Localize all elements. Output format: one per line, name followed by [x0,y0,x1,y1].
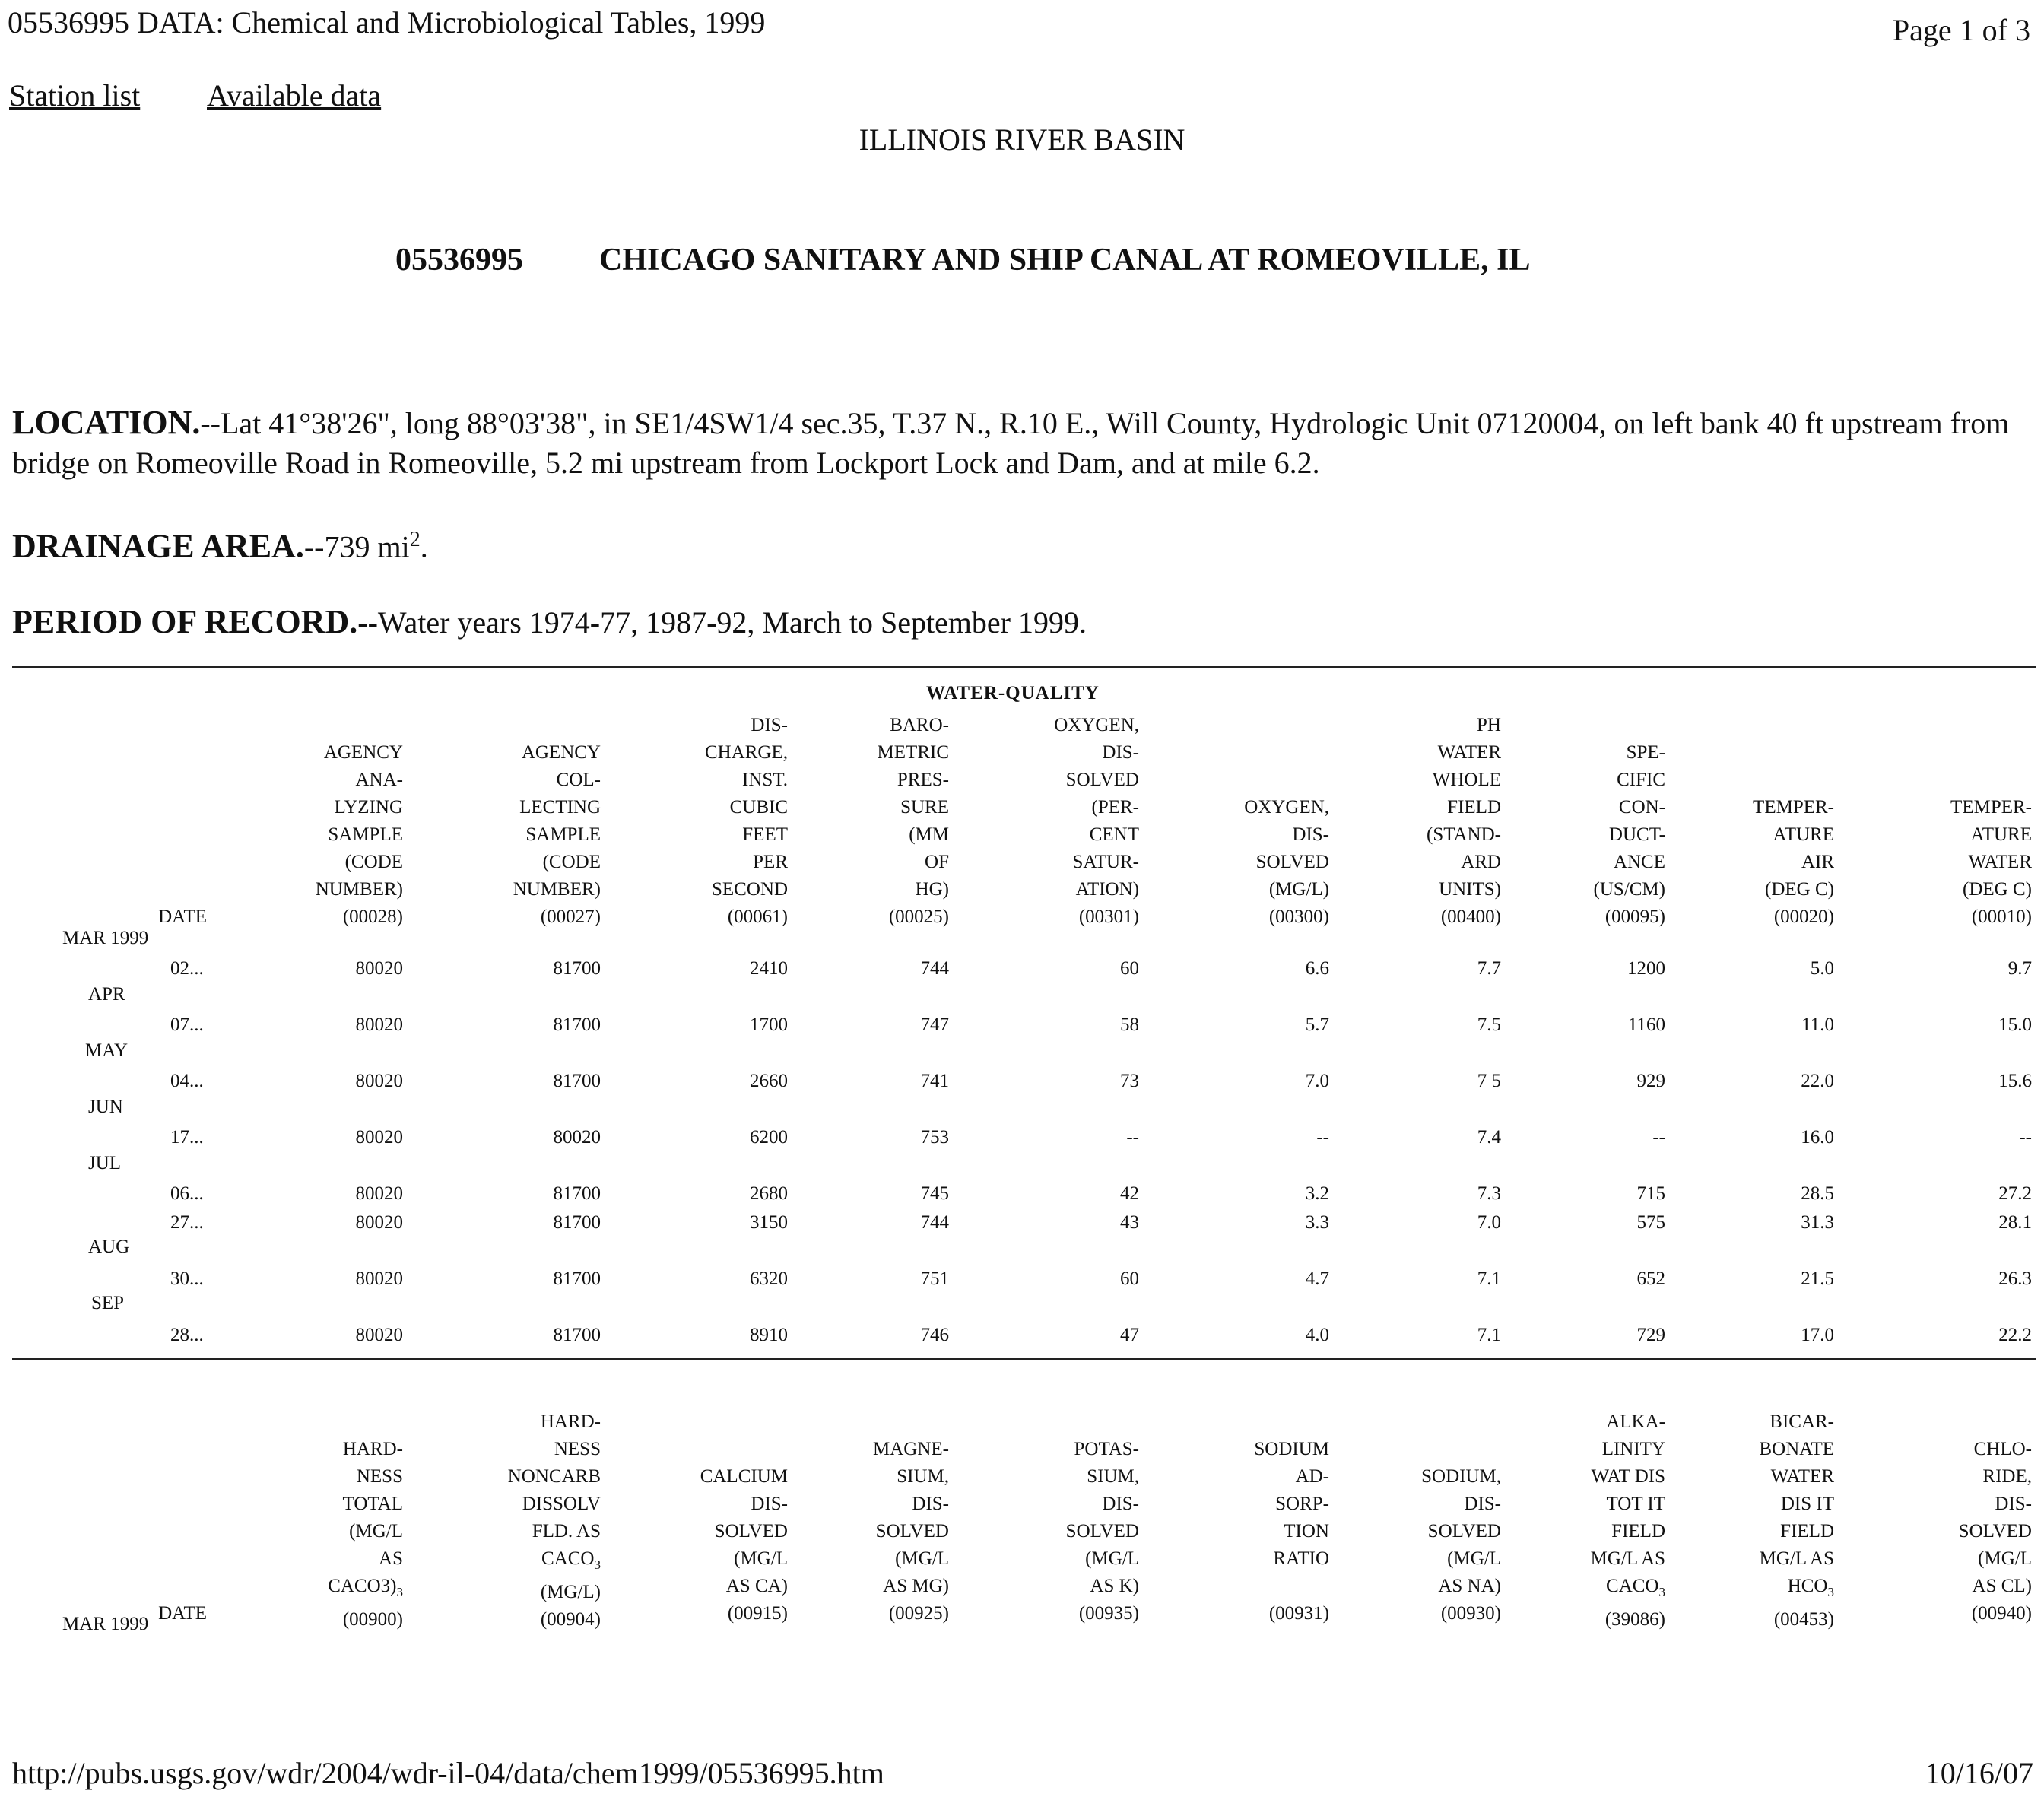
table-cell: 80020 [355,1127,403,1148]
table-cell: 7.0 [1305,1071,1329,1091]
available-data-link[interactable]: Available data [207,78,382,113]
month-label: JUL [88,1153,122,1173]
table-cell: 747 [920,1014,949,1035]
table-cell: 28.1 [1998,1212,2032,1233]
table-cell: 6320 [750,1268,788,1289]
table2-col-header-9: BICAR- BONATE WATER DIS IT FIELD MG/L AS $HCO_3$ (00453) [1759,1411,1834,1630]
table1-col-header-6: OXYGEN, DIS- SOLVED (MG/L) (00300) [1244,797,1329,927]
table-cell: -- [1126,1127,1139,1148]
table1-col-header-0: DATE [158,906,207,927]
row-day: 07... [170,1014,204,1035]
month-label: MAR 1999 [62,928,149,948]
table-cell: 22.0 [1801,1071,1834,1091]
table-cell: 80020 [355,1014,403,1035]
location-paragraph [12,403,2035,483]
table-cell: -- [1316,1127,1329,1148]
table-cell: 741 [920,1071,949,1091]
drainage-paragraph [12,520,2035,567]
station-list-link[interactable]: Station list [9,78,141,113]
table-top-rule [12,666,2036,668]
table-cell: 80020 [355,1212,403,1233]
table1-col-header-5: OXYGEN, DIS- SOLVED (PER- CENT SATUR- ATION) (00301) [1054,715,1139,927]
table-cell: 7.3 [1477,1183,1501,1204]
table-cell: 753 [920,1127,949,1148]
table2-col-header-3: CALCIUM DIS- SOLVED (MG/L AS CA) (00915) [700,1466,788,1624]
table-cell: 58 [1120,1014,1139,1035]
table-cell: -- [1652,1127,1665,1148]
table-cell: 26.3 [1998,1268,2032,1289]
table1-col-header-2: AGENCY COL- LECTING SAMPLE (CODE NUMBER) (00027) [513,742,601,927]
table-cell: 7.4 [1477,1127,1501,1148]
basin-title: ILLINOIS RIVER BASIN [859,122,1185,157]
table-cell: -- [2019,1127,2032,1148]
table-cell: 2660 [750,1071,788,1091]
table-cell: 744 [920,1212,949,1233]
table-cell: 22.2 [1998,1325,2032,1345]
location-label: LOCATION. [12,404,201,441]
table-cell: 929 [1636,1071,1665,1091]
table2-month-label: MAR 1999 [62,1614,149,1634]
table-cell: 60 [1120,958,1139,979]
table-cell: 3.3 [1305,1212,1329,1233]
month-label: SEP [91,1293,125,1313]
table-cell: 745 [920,1183,949,1204]
table-cell: 751 [920,1268,949,1289]
table-cell: 21.5 [1801,1268,1834,1289]
row-day: 17... [170,1127,204,1148]
table-cell: 1200 [1627,958,1665,979]
table-mid-rule [12,1358,2036,1360]
table-cell: 8910 [750,1325,788,1345]
location-text: --Lat 41°38'26", long 88°03'38", in SE1/4SW1/4 sec.35, T.37 N., R.10 E., Will County, Hydrologic Unit 07120004, on left bank 40 ft upstream from bridge on Romeoville Road in Romeoville, 5.2 mi upstream from Lockport Lock and Dam, and at mile 6.2. [12,406,2010,480]
table-cell: 80020 [553,1127,601,1148]
table-cell: 80020 [355,1268,403,1289]
month-label: AUG [88,1237,130,1257]
row-day: 28... [170,1325,204,1345]
footer-date: 10/16/07 [1925,1756,2033,1790]
table-cell: 11.0 [1801,1014,1834,1035]
table-cell: 81700 [553,1071,601,1091]
drainage-end: . [420,529,428,564]
row-day: 27... [170,1212,204,1233]
table-cell: 3.2 [1305,1183,1329,1204]
station-id: 05536995 [395,243,523,278]
table-cell: 715 [1636,1183,1665,1204]
table2-col-header-10: CHLO- RIDE, DIS- SOLVED (MG/L AS CL) (00940) [1958,1439,2032,1624]
table-cell: 16.0 [1801,1127,1834,1148]
table1-col-header-8: SPE- CIFIC CON- DUCT- ANCE (US/CM) (00095) [1593,742,1665,927]
table-cell: 7 5 [1477,1071,1501,1091]
table-cell: 1160 [1627,1014,1665,1035]
table-cell: 7.5 [1477,1014,1501,1035]
table-cell: 60 [1120,1268,1139,1289]
table-cell: 73 [1120,1071,1139,1091]
table1-col-header-3: DIS- CHARGE, INST. CUBIC FEET PER SECOND (00061) [704,715,788,927]
period-paragraph [12,602,2035,643]
page-number: Page 1 of 3 [1892,13,2030,47]
table-cell: 81700 [553,1014,601,1035]
table-cell: 31.3 [1801,1212,1834,1233]
drainage-text: --739 mi [303,529,410,564]
table2-col-header-8: ALKA- LINITY WAT DIS TOT IT FIELD MG/L AS $CACO_3$ (39086) [1590,1411,1665,1630]
table-cell: 80020 [355,958,403,979]
table-cell: 81700 [553,1268,601,1289]
table2-col-header-1: HARD- NESS TOTAL (MG/L AS $CACO3)_3$ (00900) [328,1439,403,1630]
row-day: 06... [170,1183,204,1204]
table-cell: 729 [1636,1325,1665,1345]
table-cell: 81700 [553,958,601,979]
table-cell: 81700 [553,1212,601,1233]
table2-col-header-5: POTAS- SIUM, DIS- SOLVED (MG/L AS K) (00935) [1065,1439,1139,1624]
table-cell: 6200 [750,1127,788,1148]
table-cell: 3150 [750,1212,788,1233]
table-cell: 7.0 [1477,1212,1501,1233]
table-cell: 81700 [553,1325,601,1345]
drainage-label: DRAINAGE AREA. [12,527,304,565]
station-name: CHICAGO SANITARY AND SHIP CANAL AT ROMEOVILLE, IL [599,243,1531,278]
table-cell: 80020 [355,1071,403,1091]
footer-url: http://pubs.usgs.gov/wdr/2004/wdr-il-04/data/chem1999/05536995.htm [12,1756,884,1790]
table2-col-header-7: SODIUM, DIS- SOLVED (MG/L AS NA) (00930) [1421,1466,1501,1624]
table-cell: 2410 [750,958,788,979]
table-cell: 15.0 [1998,1014,2032,1035]
table1-col-header-1: AGENCY ANA- LYZING SAMPLE (CODE NUMBER) (00028) [315,742,403,927]
table-cell: 744 [920,958,949,979]
table1-col-header-10: TEMPER- ATURE WATER (DEG C) (00010) [1950,797,2032,927]
table-cell: 5.0 [1810,958,1834,979]
table-cell: 17.0 [1801,1325,1834,1345]
row-day: 02... [170,958,204,979]
table-cell: 1700 [750,1014,788,1035]
table-cell: 42 [1120,1183,1139,1204]
table-cell: 43 [1120,1212,1139,1233]
table-cell: 4.7 [1305,1268,1329,1289]
table-cell: 9.7 [2008,958,2032,979]
table1-col-header-4: BARO- METRIC PRES- SURE (MM OF HG) (00025) [877,715,949,927]
period-text: --Water years 1974-77, 1987-92, March to September 1999. [357,605,1087,640]
row-day: 30... [170,1268,204,1289]
table-cell: 28.5 [1801,1183,1834,1204]
table-cell: 80020 [355,1183,403,1204]
table-cell: 5.7 [1305,1014,1329,1035]
month-label: APR [88,984,125,1005]
drainage-sup: 2 [409,528,421,551]
table-cell: 80020 [355,1325,403,1345]
table-cell: 7.1 [1477,1268,1501,1289]
table1-col-header-9: TEMPER- ATURE AIR (DEG C) (00020) [1753,797,1834,927]
water-quality-banner: WATER-QUALITY [926,683,1100,703]
table2-col-header-6: SODIUM AD- SORP- TION RATIO (00931) [1254,1439,1329,1624]
table-cell: 47 [1120,1325,1139,1345]
table-cell: 4.0 [1305,1325,1329,1345]
table-cell: 652 [1636,1268,1665,1289]
row-day: 04... [170,1071,204,1091]
period-label: PERIOD OF RECORD. [12,603,358,640]
table2-col-header-4: MAGNE- SIUM, DIS- SOLVED (MG/L AS MG) (00925) [873,1439,949,1624]
table1-col-header-7: PH WATER WHOLE FIELD (STAND- ARD UNITS) (00400) [1427,715,1501,927]
table-cell: 2680 [750,1183,788,1204]
table2-col-header-2: HARD- NESS NONCARB DISSOLV FLD. AS $CACO_3$ (MG/L) (00904) [507,1411,601,1630]
month-label: MAY [85,1040,129,1061]
table-cell: 15.6 [1998,1071,2032,1091]
table-cell: 6.6 [1305,958,1329,979]
table-cell: 81700 [553,1183,601,1204]
table-cell: 7.7 [1477,958,1501,979]
table-cell: 746 [920,1325,949,1345]
month-label: JUN [88,1097,123,1117]
table-cell: 7.1 [1477,1325,1501,1345]
table-cell: 27.2 [1998,1183,2032,1204]
document-title: 05536995 DATA: Chemical and Microbiological Tables, 1999 [8,5,766,40]
table-cell: 575 [1636,1212,1665,1233]
table2-col-header-0: DATE [158,1603,207,1624]
